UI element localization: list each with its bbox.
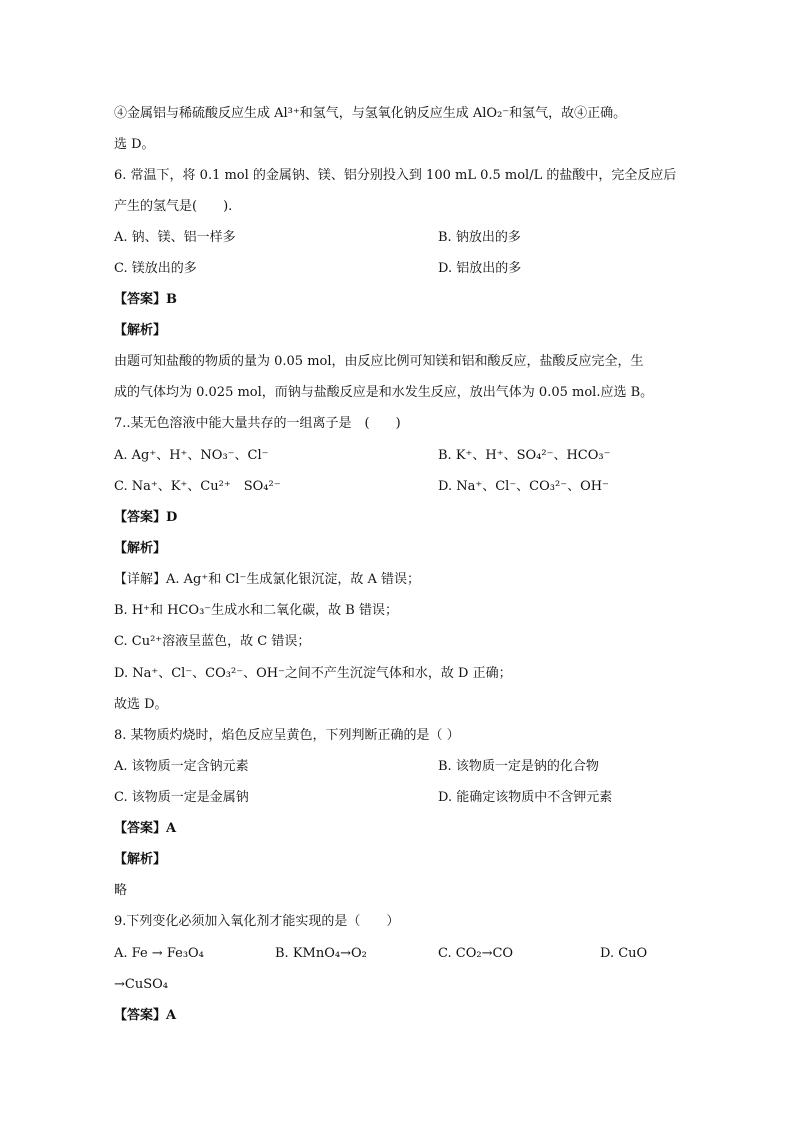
question-7-stem: 7..某无色溶液中能大量共存的一组离子是 ( ): [114, 416, 401, 431]
q6-option-d: D. 铝放出的多: [438, 261, 522, 276]
q7-option-d: D. Na⁺、Cl⁻、CO₃²⁻、OH⁻: [438, 479, 609, 494]
q9-answer: 【答案】A: [114, 1008, 177, 1023]
q8-explanation: 略: [114, 883, 128, 898]
q6-option-c: C. 镁放出的多: [114, 261, 197, 276]
q8-analysis-heading: 【解析】: [114, 852, 167, 867]
q6-explanation-2: 成的气体均为 0.025 mol，而钠与盐酸反应是和水发生反应，放出气体为 0.05 mol.应选 B。: [114, 385, 654, 400]
q9-option-d: D. CuO: [600, 946, 648, 961]
question-6-stem-cont: 产生的氢气是( ).: [114, 199, 233, 214]
q7-answer: 【答案】D: [114, 510, 178, 525]
q9-option-c: C. CO₂→CO: [438, 946, 514, 961]
q6-explanation-1: 由题可知盐酸的物质的量为 0.05 mol，由反应比例可知镁和铝和酸反应，盐酸反应完全，生: [114, 354, 644, 369]
q7-option-c: C. Na⁺、K⁺、Cu²⁺ SO₄²⁻: [114, 479, 281, 494]
q7-detail-1: 【详解】A. Ag⁺和 Cl⁻生成氯化银沉淀，故 A 错误；: [114, 572, 420, 587]
q7-option-b: B. K⁺、H⁺、SO₄²⁻、HCO₃⁻: [438, 448, 611, 463]
q6-answer: 【答案】B: [114, 292, 177, 307]
text-line: 选 D。: [114, 137, 155, 152]
q6-option-b: B. 钠放出的多: [438, 230, 521, 245]
q9-option-a: A. Fe → Fe₃O₄: [114, 946, 204, 961]
q7-analysis-heading: 【解析】: [114, 541, 167, 556]
q8-option-c: C. 该物质一定是金属钠: [114, 790, 249, 805]
q7-option-a: A. Ag⁺、H⁺、NO₃⁻、Cl⁻: [114, 448, 269, 463]
question-6-stem: 6. 常温下，将 0.1 mol 的金属钠、镁、铝分别投入到 100 mL 0.5 mol/L 的盐酸中，完全反应后: [114, 168, 677, 183]
q8-option-a: A. 该物质一定含钠元素: [114, 759, 249, 774]
question-9-stem: 9.下列变化必须加入氧化剂才能实现的是（ ）: [114, 914, 400, 929]
question-8-stem: 8. 某物质灼烧时，焰色反应呈黄色，下列判断正确的是（ ）: [114, 728, 460, 743]
q8-option-d: D. 能确定该物质中不含钾元素: [438, 790, 613, 805]
q7-detail-5: 故选 D。: [114, 697, 168, 712]
q9-option-b: B. KMnO₄→O₂: [275, 946, 367, 961]
q6-option-a: A. 钠、镁、铝一样多: [114, 230, 236, 245]
q7-detail-4: D. Na⁺、Cl⁻、CO₃²⁻、OH⁻之间不产生沉淀气体和水，故 D 正确；: [114, 666, 512, 681]
q8-answer: 【答案】A: [114, 821, 177, 836]
q9-option-d-cont: →CuSO₄: [114, 977, 168, 992]
q8-option-b: B. 该物质一定是钠的化合物: [438, 759, 599, 774]
q7-detail-2: B. H⁺和 HCO₃⁻生成水和二氧化碳，故 B 错误；: [114, 603, 398, 618]
q7-detail-3: C. Cu²⁺溶液呈蓝色，故 C 错误；: [114, 634, 311, 649]
text-line: ④金属铝与稀硫酸反应生成 Al³⁺和氢气，与氢氧化钠反应生成 AlO₂⁻和氢气，故④正确。: [114, 106, 627, 121]
q6-analysis-heading: 【解析】: [114, 323, 167, 338]
